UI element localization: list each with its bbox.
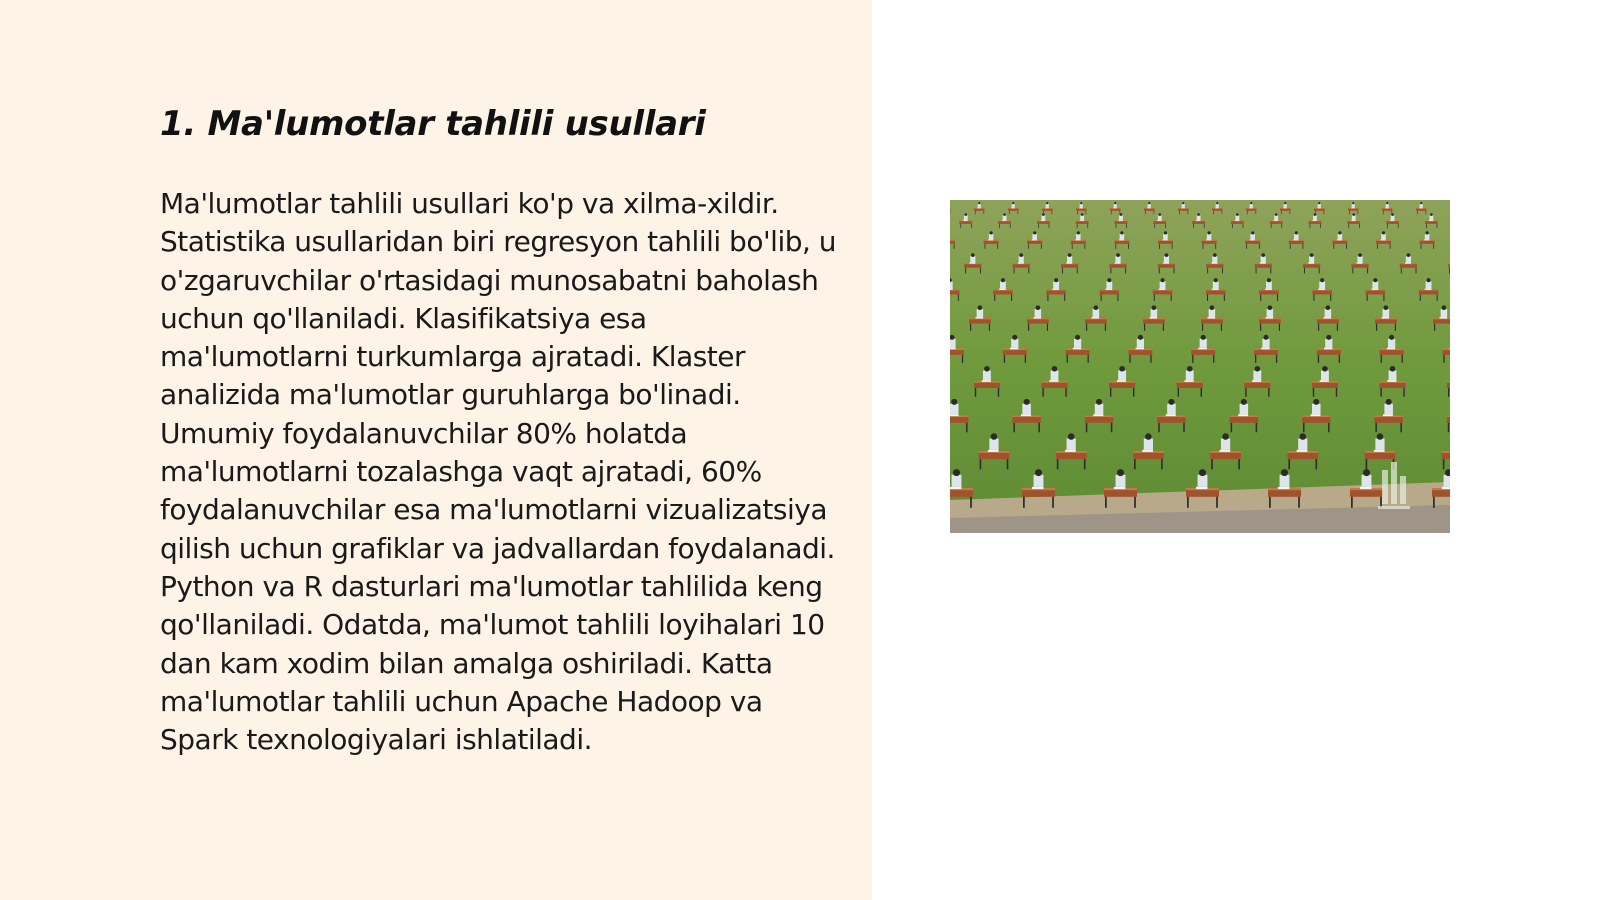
exam-field-photo (950, 200, 1450, 533)
slide-title: 1. Ma'lumotlar tahlili usullari (160, 104, 706, 144)
exam-field-illustration (950, 200, 1450, 533)
slide-body-text: Ma'lumotlar tahlili usullari ko'p va xilma-xildir. Statistika usullaridan biri regresyon tahlili bo'lib, u o'zgaruvchilar o'rtasidagi munosabatni baholash uchun qo'llaniladi. Klasifikatsiya esa ma'lumotlarni turkumlarga ajratadi. Klaster analizida ma'lumotlar guruhlarga bo'linadi. Umumiy foydalanuvchilar 80% holatda ma'lumotlarni tozalashga vaqt ajratadi, 60% foydalanuvchilar esa ma'lumotlarni vizualizatsiya qilish uchun grafiklar va jadvallardan foydalanadi. Python va R dasturlari ma'lumotlar tahlilida keng qo'llaniladi. Odatda, ma'lumot tahlili loyihalari 10 dan kam xodim bilan amalga oshiriladi. Katta ma'lumotlar tahlili uchun Apache Hadoop va Spark texnologiyalari ishlatiladi. (160, 187, 837, 757)
